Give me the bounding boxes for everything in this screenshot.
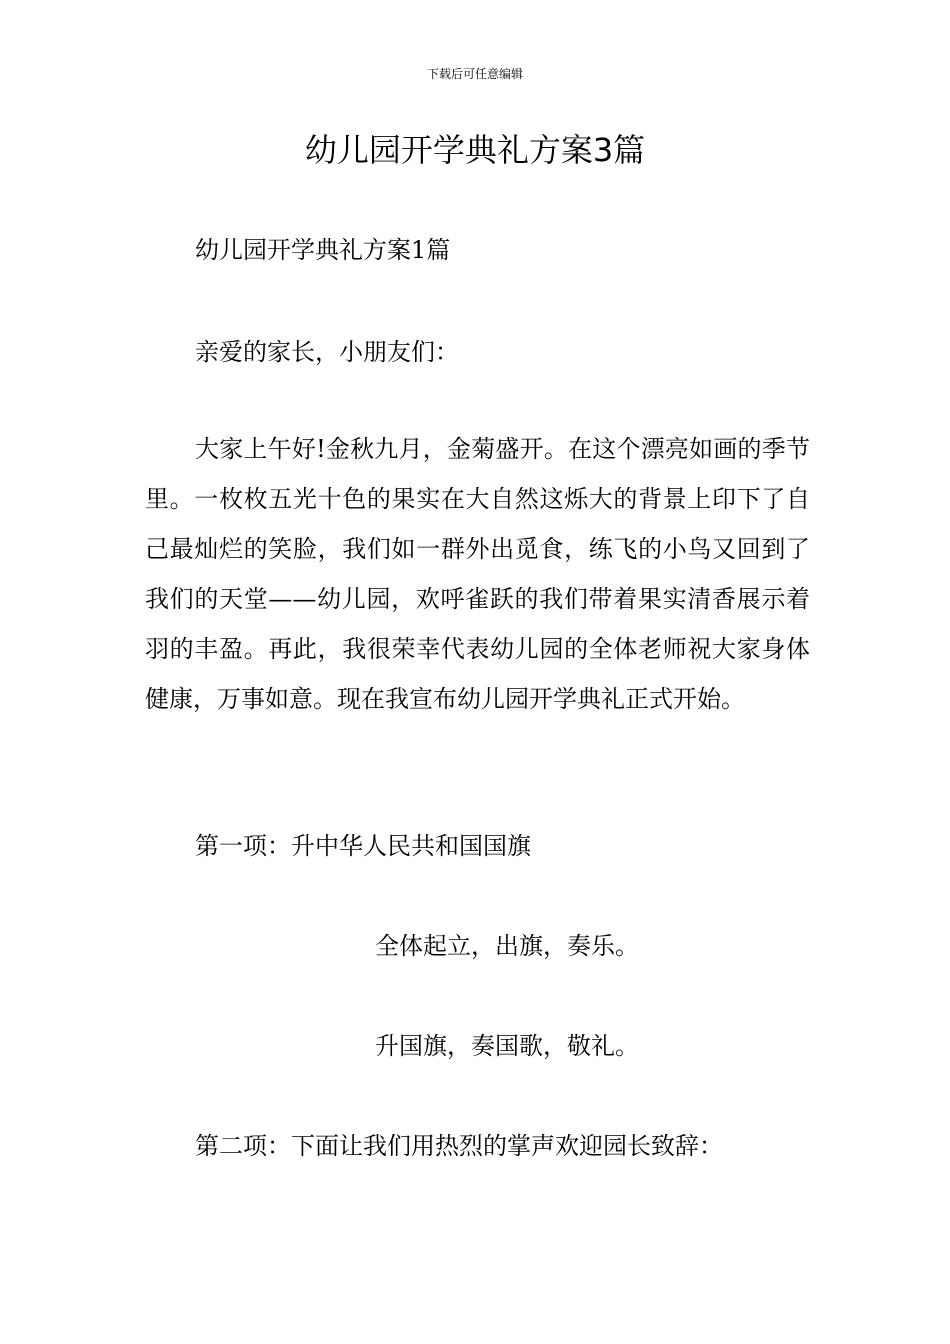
greeting-line: 亲爱的家长，小朋友们： xyxy=(195,338,459,366)
agenda-item-one: 第一项：升中华人民共和国国旗 xyxy=(195,832,531,860)
page-header-note: 下载后可任意编辑 xyxy=(426,67,523,81)
section-heading: 幼儿园开学典礼方案1篇 xyxy=(195,236,451,264)
agenda-item-one-step-1: 全体起立，出旗，奏乐。 xyxy=(375,932,639,960)
intro-paragraph: 大家上午好!金秋九月，金菊盛开。在这个漂亮如画的季节里。一枚枚五光十色的果实在大自然这烁大的背景上印下了自己最灿烂的笑脸，我们如一群外出觅食，练飞的小鸟又回到了我们的天堂——幼儿园，欢呼雀跃的我们带着果实清香展示着羽的丰盈。再此，我很荣幸代表幼儿园的全体老师祝大家身体健康，万事如意。现在我宣布幼儿园开学典礼正式开始。 xyxy=(145,435,810,713)
agenda-item-two: 第二项：下面让我们用热烈的掌声欢迎园长致辞： xyxy=(195,1132,723,1160)
document-title: 幼儿园开学典礼方案3篇 xyxy=(304,131,646,169)
agenda-item-one-step-2: 升国旗，奏国歌，敬礼。 xyxy=(375,1032,639,1060)
